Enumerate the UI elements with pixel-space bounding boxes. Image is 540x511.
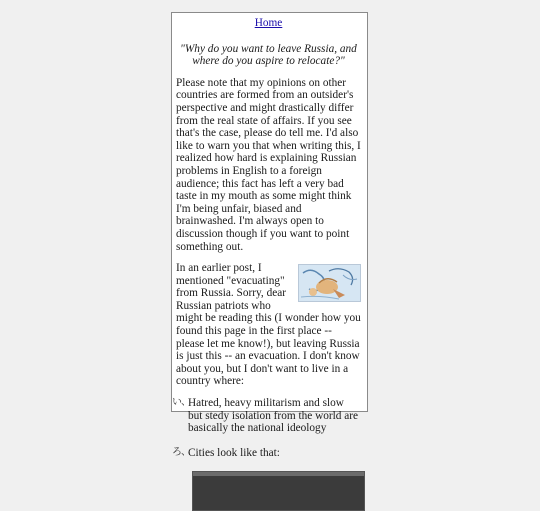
- city-photo: [192, 471, 365, 511]
- article-page: [171, 12, 368, 459]
- home-nav: [176, 17, 361, 30]
- reasons-list: [172, 397, 361, 459]
- cartoon-illustration: [298, 264, 361, 302]
- photo-toolbar: [193, 472, 364, 476]
- list-item-text: Cities look like that:: [188, 446, 280, 459]
- article-subtitle: "Why do you want to leave Russia, and where do you aspire to relocate?": [180, 42, 357, 68]
- list-marker: ろ、: [172, 446, 190, 458]
- home-link[interactable]: Home: [254, 17, 283, 29]
- list-item: [172, 397, 361, 435]
- list-marker: い、: [172, 397, 190, 409]
- evacuating-paragraph: In an earlier post, I mentioned "evacuating" from Russia. Sorry, dear Russian patriots who might be reading this (I wonder how you found this page in the first place -- please let me know!), but leaving Russia is just this -- an evacuation. I don't know about you, but I don't want to live in a country where:: [176, 262, 361, 388]
- list-item: [172, 446, 361, 460]
- intro-paragraph: Please note that my opinions on other countries are formed from an outsider's perspective and might drastically differ from the real state of affairs. If you see that's the case, please do tell me. I'd also like to warn you that when writing this, I realized how hard is explaining Russian problems in English to a foreign audience; this fact has left a very bad taste in my mouth as some might think I'm being unfair, biased and brainwashed. I'm always open to discussion though if you want to point something out.: [176, 76, 361, 253]
- list-item-text: Hatred, heavy militarism and slow but stedy isolation from the world are basically the national ideology: [188, 397, 359, 435]
